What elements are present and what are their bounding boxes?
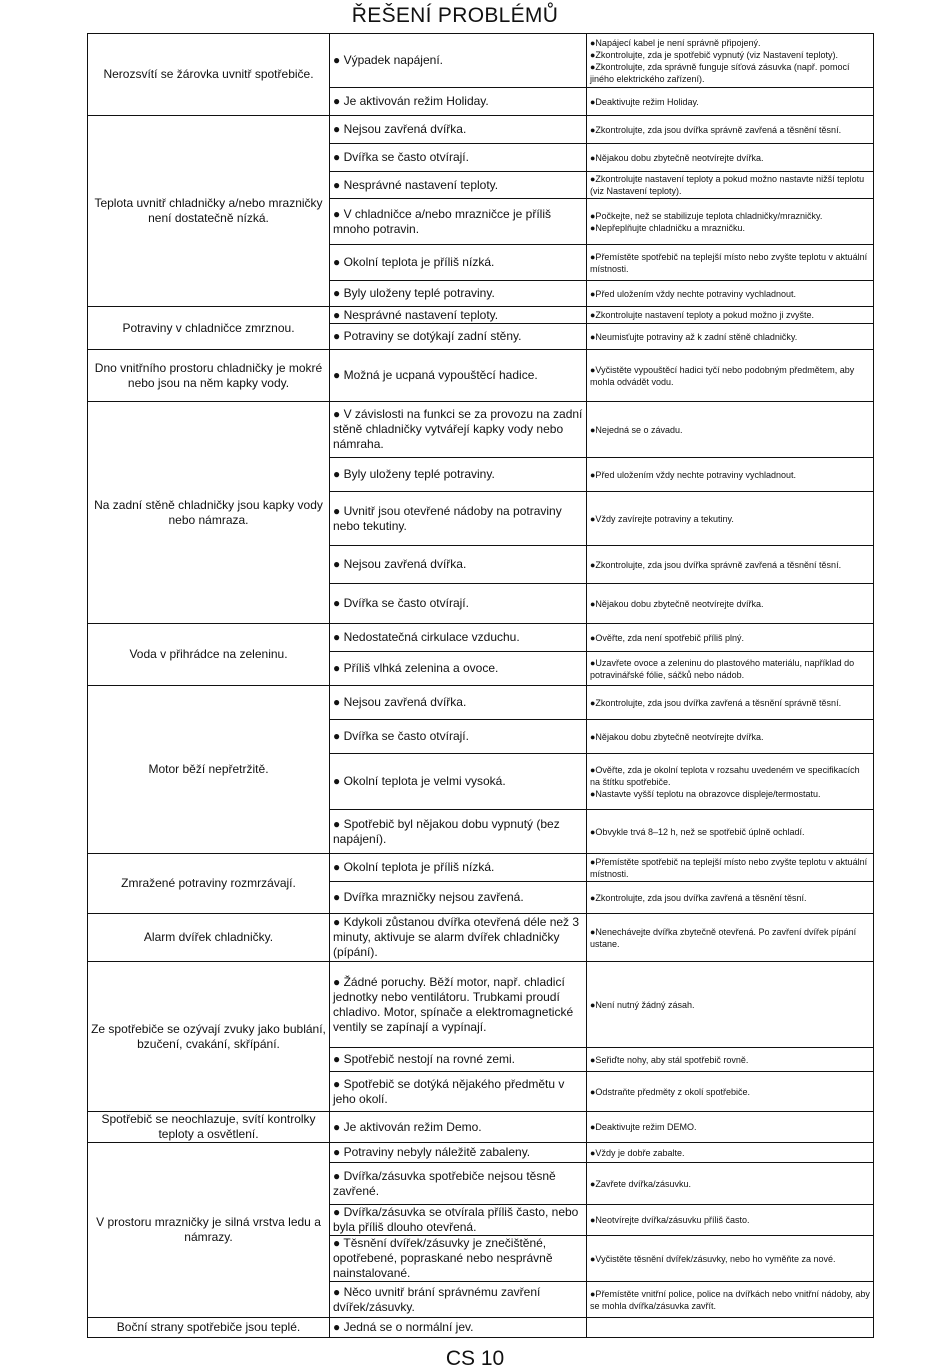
cause-text: ● Potraviny se dotýkají zadní stěny. — [333, 329, 522, 343]
cause-text: ● Je aktivován režim Holiday. — [333, 94, 489, 108]
solution-text: ●Zkontrolujte, zda je spotřebič vypnutý (viz Nastavení teploty). — [590, 49, 839, 60]
cause-text: ● V závislosti na funkci se za provozu na zadní stěně chladničky vytvářejí kapky vody nebo námraha. — [333, 407, 583, 451]
solution-text: ●Zkontrolujte nastavení teploty a pokud možno ji zvyšte. — [590, 310, 815, 320]
table-row — [88, 962, 874, 1048]
table-row — [88, 624, 874, 652]
solution-text: ●Před uložením vždy nechte potraviny vychladnout. — [590, 288, 797, 299]
solution-text: ●Nenechávejte dvířka zbytečně otevřená. Po zavření dvířek pípání ustane. — [590, 926, 857, 949]
cause-text: ● Okolní teplota je velmi vysoká. — [333, 774, 506, 788]
solution-text: ●Zkontrolujte, zda jsou dvířka zavřená a těsnění těsní. — [590, 892, 807, 903]
solution-cell — [587, 1282, 874, 1318]
solution-cell — [587, 882, 874, 914]
solution-cell — [587, 1143, 874, 1163]
cause-text: ● Uvnitř jsou otevřené nádoby na potraviny nebo tekutiny. — [333, 503, 562, 533]
table-row — [88, 1143, 874, 1163]
cause-text: ● Nejsou zavřená dvířka. — [333, 695, 467, 709]
solution-text: ●Počkejte, než se stabilizuje teplota chladničky/mrazničky. — [590, 210, 823, 221]
solution-cell — [587, 1112, 874, 1143]
solution-text: ●Přemístěte spotřebič na teplejší místo nebo zvyšte teplotu v aktuální místnosti. — [590, 251, 868, 274]
solution-text: ●Zkontrolujte, zda jsou dvířka správně zavřená a těsnění těsní. — [590, 124, 842, 135]
table-row — [88, 402, 874, 458]
solution-cell — [587, 1318, 874, 1338]
solution-text: ●Zkontrolujte, zda jsou dvířka zavřená a těsnění správně těsní. — [590, 697, 842, 708]
problem-cell: Spotřebič se neochlazuje, svítí kontrolky teploty a osvětlení. — [88, 1112, 330, 1143]
cause-cell — [330, 458, 587, 492]
cause-text: ● Jedná se o normální jev. — [333, 1320, 474, 1334]
solution-cell — [587, 402, 874, 458]
solution-text: ●Obvykle trvá 8–12 h, než se spotřebič úplně ochladí. — [590, 826, 805, 837]
cause-text: ● Výpadek napájení. — [333, 53, 443, 67]
cause-text: ● Žádné poruchy. Běží motor, např. chladicí jednotky nebo ventilátoru. Trubkami proudí chladivo. Motor, spínače a elektromagnetické ventily se zapínají a vypínají. — [333, 974, 574, 1034]
solution-cell — [587, 307, 874, 324]
solution-text: ●Seřiďte nohy, aby stál spotřebič rovně. — [590, 1054, 749, 1065]
solution-text: ●Přemístěte vnitřní police, police na dvířkách nebo vnitřní nádoby, aby se mohla dvířka/zásuvka zavřít. — [590, 1288, 870, 1311]
cause-cell — [330, 720, 587, 754]
cause-cell — [330, 324, 587, 350]
cause-text: ● V chladničce a/nebo mrazničce je příliš mnoho potravin. — [333, 206, 552, 236]
cause-cell — [330, 962, 587, 1048]
page-title: ŘEŠENÍ PROBLÉMŮ — [351, 4, 559, 27]
cause-text: ● Kdykoli zůstanou dvířka otevřená déle než 3 minuty, aktivuje se alarm dvířek chladničky (pípání). — [333, 915, 580, 959]
solution-cell — [587, 854, 874, 882]
problem-cell: Nerozsvítí se žárovka uvnitř spotřebiče. — [88, 34, 330, 116]
solution-text: ●Ověřte, zda je okolní teplota v rozsahu uvedeném ve specifikacích na štítku spotřebiče. — [590, 764, 860, 787]
solution-cell — [587, 172, 874, 199]
solution-cell — [587, 720, 874, 754]
solution-text: ●Deaktivujte režim DEMO. — [590, 1122, 697, 1132]
solution-cell — [587, 754, 874, 810]
cause-text: ● Dvířka mrazničky nejsou zavřená. — [333, 890, 524, 904]
cause-cell — [330, 1163, 587, 1205]
troubleshooting-table-body — [88, 34, 874, 1338]
solution-cell — [587, 88, 874, 116]
table-row — [88, 1318, 874, 1338]
solution-text: ●Nastavte vyšší teplotu na obrazovce displeje/termostatu. — [590, 788, 821, 799]
problem-cell: Zmražené potraviny rozmrzávají. — [88, 854, 330, 914]
cause-text: ● Spotřebič se dotýká nějakého předmětu v jeho okolí. — [333, 1076, 565, 1106]
cause-cell — [330, 546, 587, 584]
solution-cell — [587, 199, 874, 245]
cause-text: ● Něco uvnitř brání správnému zavření dvířek/zásuvky. — [333, 1284, 541, 1314]
cause-cell — [330, 492, 587, 546]
solution-text: ●Přemístěte spotřebič na teplejší místo nebo zvyšte teplotu v aktuální místnosti. — [590, 856, 868, 879]
solution-cell — [587, 245, 874, 281]
solution-text: ●Nějakou dobu zbytečně neotvírejte dvířka. — [590, 152, 764, 163]
cause-cell — [330, 754, 587, 810]
solution-cell — [587, 1236, 874, 1282]
cause-cell — [330, 350, 587, 402]
table-row — [88, 116, 874, 144]
cause-cell — [330, 584, 587, 624]
cause-cell — [330, 199, 587, 245]
table-row — [88, 350, 874, 402]
solution-text: ●Odstraňte předměty z okolí spotřebiče. — [590, 1086, 751, 1097]
solution-cell — [587, 144, 874, 172]
solution-cell — [587, 1205, 874, 1236]
cause-text: ● Byly uloženy teplé potraviny. — [333, 286, 495, 300]
solution-text: ●Nějakou dobu zbytečně neotvírejte dvířka. — [590, 731, 764, 742]
cause-cell — [330, 810, 587, 854]
cause-text: ● Byly uloženy teplé potraviny. — [333, 467, 495, 481]
cause-text: ● Těsnění dvířek/zásuvky je znečištěné, opotřebené, popraskané nebo nesprávně nainstalované. — [333, 1236, 553, 1280]
cause-cell — [330, 34, 587, 88]
solution-text: ●Napájecí kabel je není správně připojený. — [590, 37, 761, 48]
problem-cell: Boční strany spotřebiče jsou teplé. — [88, 1318, 330, 1338]
cause-cell — [330, 402, 587, 458]
cause-text: ● Příliš vlhká zelenina a ovoce. — [333, 661, 499, 675]
solution-text: ●Deaktivujte režim Holiday. — [590, 96, 699, 107]
cause-text: ● Spotřebič nestojí na rovné zemi. — [333, 1052, 516, 1066]
page-number: CS 10 — [445, 1347, 505, 1370]
solution-cell — [587, 810, 874, 854]
table-row — [88, 34, 874, 88]
cause-cell — [330, 1318, 587, 1338]
cause-cell — [330, 88, 587, 116]
cause-text: ● Dvířka se často otvírají. — [333, 150, 469, 164]
solution-text: ●Ověřte, zda není spotřebič příliš plný. — [590, 632, 745, 643]
solution-text: ●Nějakou dobu zbytečně neotvírejte dvířka. — [590, 598, 764, 609]
solution-text: ●Vždy je dobře zabalte. — [590, 1147, 685, 1158]
cause-cell — [330, 172, 587, 199]
cause-cell — [330, 1112, 587, 1143]
cause-cell — [330, 1205, 587, 1236]
cause-cell — [330, 652, 587, 686]
problem-cell: Motor běží nepřetržitě. — [88, 686, 330, 854]
table-row — [88, 686, 874, 720]
solution-text: ●Není nutný žádný zásah. — [590, 999, 695, 1010]
cause-cell — [330, 624, 587, 652]
solution-cell — [587, 281, 874, 307]
solution-text: ●Nepřeplňujte chladničku a mrazničku. — [590, 222, 746, 233]
solution-text: ●Zkontrolujte nastavení teploty a pokud možno nastavte nižší teplotu (viz Nastavení teploty). — [590, 174, 865, 196]
solution-cell — [587, 1072, 874, 1112]
cause-cell — [330, 914, 587, 962]
cause-text: ● Nedostatečná cirkulace vzduchu. — [333, 630, 520, 644]
solution-text: ●Vyčistěte vypouštěcí hadici tyčí nebo podobným předmětem, aby mohla odvádět vodu. — [590, 364, 855, 387]
cause-cell — [330, 686, 587, 720]
troubleshooting-table — [87, 33, 874, 1338]
problem-cell: Dno vnitřního prostoru chladničky je mokré nebo jsou na něm kapky vody. — [88, 350, 330, 402]
solution-text: ●Zavřete dvířka/zásuvku. — [590, 1178, 691, 1189]
cause-text: ● Nejsou zavřená dvířka. — [333, 122, 467, 136]
cause-text: ● Je aktivován režim Demo. — [333, 1119, 482, 1134]
solution-text: ●Neotvírejte dvířka/zásuvku příliš často. — [590, 1215, 750, 1225]
cause-cell — [330, 854, 587, 882]
solution-text: ●Před uložením vždy nechte potraviny vychladnout. — [590, 469, 797, 480]
cause-cell — [330, 1282, 587, 1318]
solution-text: ●Vždy zavírejte potraviny a tekutiny. — [590, 513, 734, 524]
solution-cell — [587, 914, 874, 962]
cause-text: ● Okolní teplota je příliš nízká. — [333, 860, 495, 874]
cause-cell — [330, 307, 587, 324]
solution-cell — [587, 1048, 874, 1072]
solution-cell — [587, 492, 874, 546]
solution-cell — [587, 350, 874, 402]
solution-cell — [587, 546, 874, 584]
solution-text: ●Neumisťujte potraviny až k zadní stěně chladničky. — [590, 331, 798, 342]
problem-cell: Teplota uvnitř chladničky a/nebo mrazničky není dostatečně nízká. — [88, 116, 330, 307]
cause-cell — [330, 281, 587, 307]
solution-cell — [587, 686, 874, 720]
cause-cell — [330, 116, 587, 144]
problem-cell: V prostoru mrazničky je silná vrstva ledu a námrazy. — [88, 1143, 330, 1318]
cause-text: ● Možná je ucpaná vypouštěcí hadice. — [333, 368, 538, 382]
cause-cell — [330, 1072, 587, 1112]
cause-cell — [330, 882, 587, 914]
cause-text: ● Spotřebič byl nějakou dobu vypnutý (bez napájení). — [333, 816, 560, 846]
solution-cell — [587, 1163, 874, 1205]
cause-text: ● Nejsou zavřená dvířka. — [333, 557, 467, 571]
cause-cell — [330, 1143, 587, 1163]
solution-cell — [587, 34, 874, 88]
cause-text: ● Nesprávné nastavení teploty. — [333, 307, 499, 322]
solution-cell — [587, 324, 874, 350]
cause-cell — [330, 1236, 587, 1282]
table-row — [88, 914, 874, 962]
cause-cell — [330, 245, 587, 281]
cause-text: ● Dvířka se často otvírají. — [333, 729, 469, 743]
solution-cell — [587, 624, 874, 652]
cause-cell — [330, 1048, 587, 1072]
solution-cell — [587, 458, 874, 492]
cause-text: ● Dvířka/zásuvka spotřebiče nejsou těsně zavřené. — [333, 1168, 556, 1198]
solution-text: ●Uzavřete ovoce a zeleninu do plastového materiálu, například do potravinářské fólie, sáčků nebo nádob. — [590, 657, 855, 680]
solution-cell — [587, 962, 874, 1048]
problem-cell: Voda v přihrádce na zeleninu. — [88, 624, 330, 686]
table-row — [88, 854, 874, 882]
table-row — [88, 307, 874, 324]
cause-text: ● Dvířka/zásuvka se otvírala příliš často, nebo byla příliš dlouho otevřená. — [333, 1205, 579, 1234]
cause-text: ● Nesprávné nastavení teploty. — [333, 177, 499, 192]
problem-cell: Potraviny v chladničce zmrznou. — [88, 307, 330, 350]
cause-text: ● Okolní teplota je příliš nízká. — [333, 255, 495, 269]
solution-text: ●Vyčistěte těsnění dvířek/zásuvky, nebo ho vyměňte za nové. — [590, 1253, 836, 1264]
table-row — [88, 1112, 874, 1143]
cause-cell — [330, 144, 587, 172]
solution-cell — [587, 116, 874, 144]
solution-cell — [587, 652, 874, 686]
solution-cell — [587, 584, 874, 624]
solution-text: ●Zkontrolujte, zda jsou dvířka správně zavřená a těsnění těsní. — [590, 559, 842, 570]
solution-text: ●Zkontrolujte, zda správně funguje síťová zásuvka (např. pomocí jiného elektrického zařízení). — [590, 61, 850, 84]
solution-text: ●Nejedná se o závadu. — [590, 424, 683, 435]
problem-cell: Na zadní stěně chladničky jsou kapky vody nebo námraza. — [88, 402, 330, 624]
cause-text: ● Potraviny nebyly náležitě zabaleny. — [333, 1145, 531, 1159]
problem-cell: Ze spotřebiče se ozývají zvuky jako bublání, bzučení, cvakání, skřípání. — [88, 962, 330, 1112]
problem-cell: Alarm dvířek chladničky. — [88, 914, 330, 962]
cause-text: ● Dvířka se často otvírají. — [333, 596, 469, 610]
